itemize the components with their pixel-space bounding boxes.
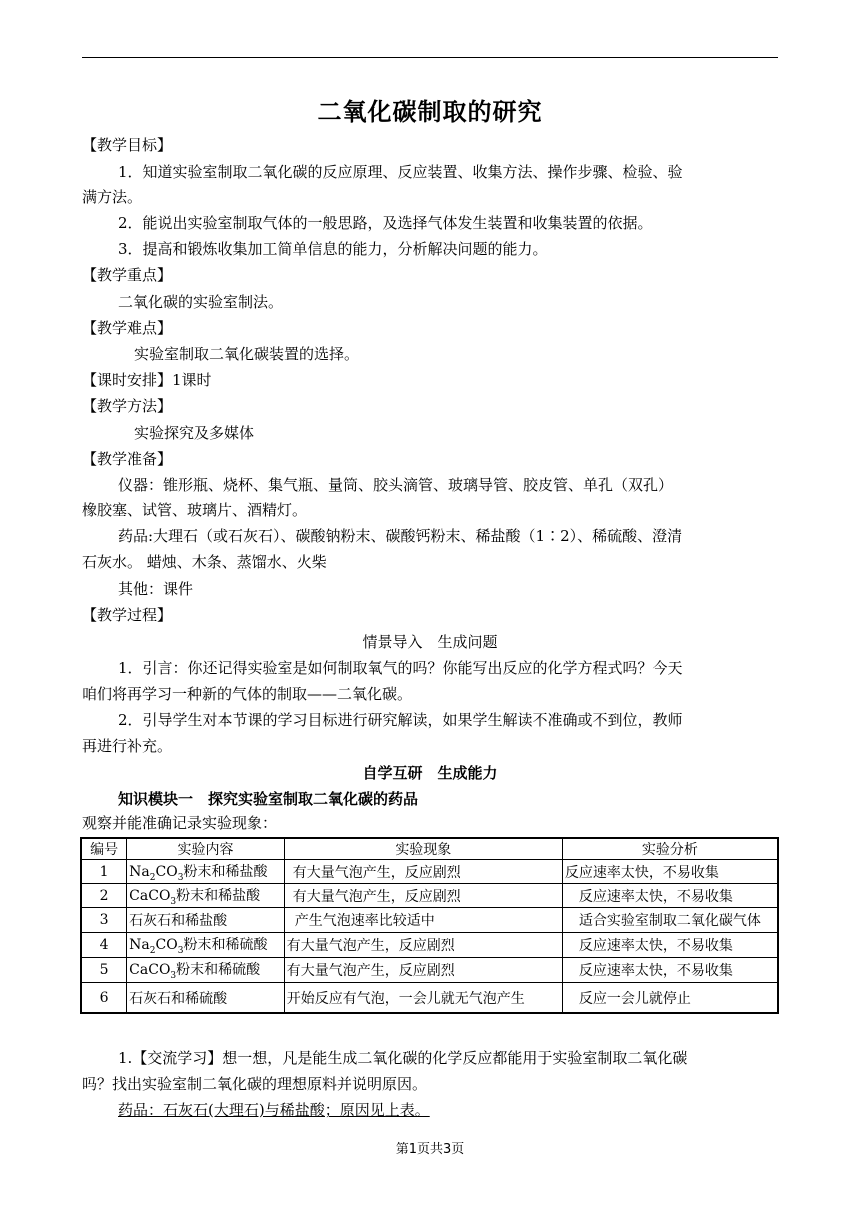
page-title: 二氧化碳制取的研究 <box>317 97 543 126</box>
goal-3: 3．提高和锻炼收集加工简单信息的能力，分析解决问题的能力。 <box>118 240 548 258</box>
goal-1: 1．知道实验室制取二氧化碳的反应原理、反应装置、收集方法、操作步骤、检验、验 <box>118 163 683 181</box>
row-number: 2 <box>81 884 127 908</box>
header-phenomenon: 实验现象 <box>284 838 562 860</box>
intro-1-cont: 咱们将再学习一种新的气体的制取——二氧化碳。 <box>82 685 413 703</box>
difficulty-text: 实验室制取二氧化碳装置的选择。 <box>134 345 360 363</box>
page-footer: 第1页共3页 <box>395 1142 465 1157</box>
module-heading: 知识模块一 探究实验室制取二氧化碳的药品 <box>118 790 419 808</box>
table-row <box>81 884 778 908</box>
prep-instruments: 仪器：锥形瓶、烧杯、集气瓶、量筒、胶头滴管、玻璃导管、胶皮管、单孔（双孔） <box>118 476 674 494</box>
prep-drugs-cont: 石灰水。 蜡烛、木条、蒸馏水、火柴 <box>82 553 327 571</box>
header-content: 实验内容 <box>127 838 285 860</box>
row-number: 3 <box>81 908 127 933</box>
table-row <box>81 908 778 933</box>
table-row <box>81 860 778 884</box>
experiment-table <box>80 837 779 1014</box>
scene-heading: 情景导入 生成问题 <box>362 633 498 651</box>
table-header-row <box>81 838 778 860</box>
header-analysis: 实验分析 <box>562 838 778 860</box>
table-row <box>81 983 778 1014</box>
row-analysis: 反应速率太快，不易收集 <box>562 860 778 884</box>
answer-line <box>118 1099 818 1121</box>
row-content: CaCO$_3$粉末和稀硫酸 <box>127 958 285 983</box>
prep-drugs: 药品:大理石（或石灰石）、碳酸钠粉末、碳酸钙粉末、稀盐酸（1∶2）、稀硫酸、澄清 <box>118 527 683 545</box>
prep-instruments-cont: 橡胶塞、试管、玻璃片、酒精灯。 <box>82 501 308 519</box>
method-heading: 【教学方法】 <box>82 397 173 415</box>
table-row <box>81 958 778 983</box>
row-phenomenon: 有大量气泡产生，反应剧烈 <box>284 933 562 958</box>
row-content: $Na_2CO_3$粉末和稀硫酸 <box>127 933 285 958</box>
observe-instruction: 观察并能准确记录实验现象： <box>82 814 278 832</box>
row-number: 1 <box>81 860 127 884</box>
row-content: 石灰石和稀硫酸 <box>127 983 285 1014</box>
row-phenomenon: 有大量气泡产生，反应剧烈 <box>284 884 562 908</box>
prep-heading: 【教学准备】 <box>82 450 173 468</box>
row-phenomenon: 有大量气泡产生，反应剧烈 <box>284 958 562 983</box>
row-analysis: 反应速率太快，不易收集 <box>562 884 778 908</box>
header-number: 编号 <box>81 838 127 860</box>
table-row <box>81 933 778 958</box>
header-rule <box>82 57 778 58</box>
row-analysis: 适合实验室制取二氧化碳气体 <box>562 908 778 933</box>
row-phenomenon: 有大量气泡产生，反应剧烈 <box>284 860 562 884</box>
method-text: 实验探究及多媒体 <box>134 424 255 442</box>
exchange-question-cont: 吗？找出实验室制二氧化碳的理想原料并说明原因。 <box>82 1075 428 1093</box>
exchange-question: 1.【交流学习】想一想，凡是能生成二氧化碳的化学反应都能用于实验室制取二氧化碳 <box>118 1049 688 1067</box>
process-heading: 【教学过程】 <box>82 606 173 624</box>
answer-text: 药品：石灰石(大理石)与稀盐酸；原因见上表。 <box>118 1101 430 1119</box>
row-number: 6 <box>81 983 127 1014</box>
goal-1-cont: 满方法。 <box>82 188 143 206</box>
goal-2: 2．能说出实验室制取气体的一般思路，及选择气体发生装置和收集装置的依据。 <box>118 214 653 232</box>
key-heading: 【教学重点】 <box>82 266 173 284</box>
key-text: 二氧化碳的实验室制法。 <box>118 293 284 311</box>
intro-2: 2．引导学生对本节课的学习目标进行研究解读，如果学生解读不准确或不到位，教师 <box>118 711 683 729</box>
goal-heading: 【教学目标】 <box>82 136 173 154</box>
row-content: CaCO$_3$粉末和稀盐酸 <box>127 884 285 908</box>
intro-2-cont: 再进行补充。 <box>82 737 173 755</box>
row-number: 4 <box>81 933 127 958</box>
difficulty-heading: 【教学难点】 <box>82 319 173 337</box>
row-phenomenon: 开始反应有气泡，一会儿就无气泡产生 <box>284 983 562 1014</box>
row-content: 石灰石和稀盐酸 <box>127 908 285 933</box>
row-analysis: 反应一会儿就停止 <box>562 983 778 1014</box>
row-analysis: 反应速率太快，不易收集 <box>562 933 778 958</box>
prep-other: 其他：课件 <box>118 580 194 598</box>
intro-1: 1．引言：你还记得实验室是如何制取氧气的吗？你能写出反应的化学方程式吗？今天 <box>118 659 683 677</box>
row-analysis: 反应速率太快，不易收集 <box>562 958 778 983</box>
schedule: 【课时安排】1课时 <box>82 371 212 389</box>
row-content: $Na_2CO_3$粉末和稀盐酸 <box>127 860 285 884</box>
row-number: 5 <box>81 958 127 983</box>
row-phenomenon: 产生气泡速率比较适中 <box>284 908 562 933</box>
self-study-heading: 自学互研 生成能力 <box>362 764 498 782</box>
